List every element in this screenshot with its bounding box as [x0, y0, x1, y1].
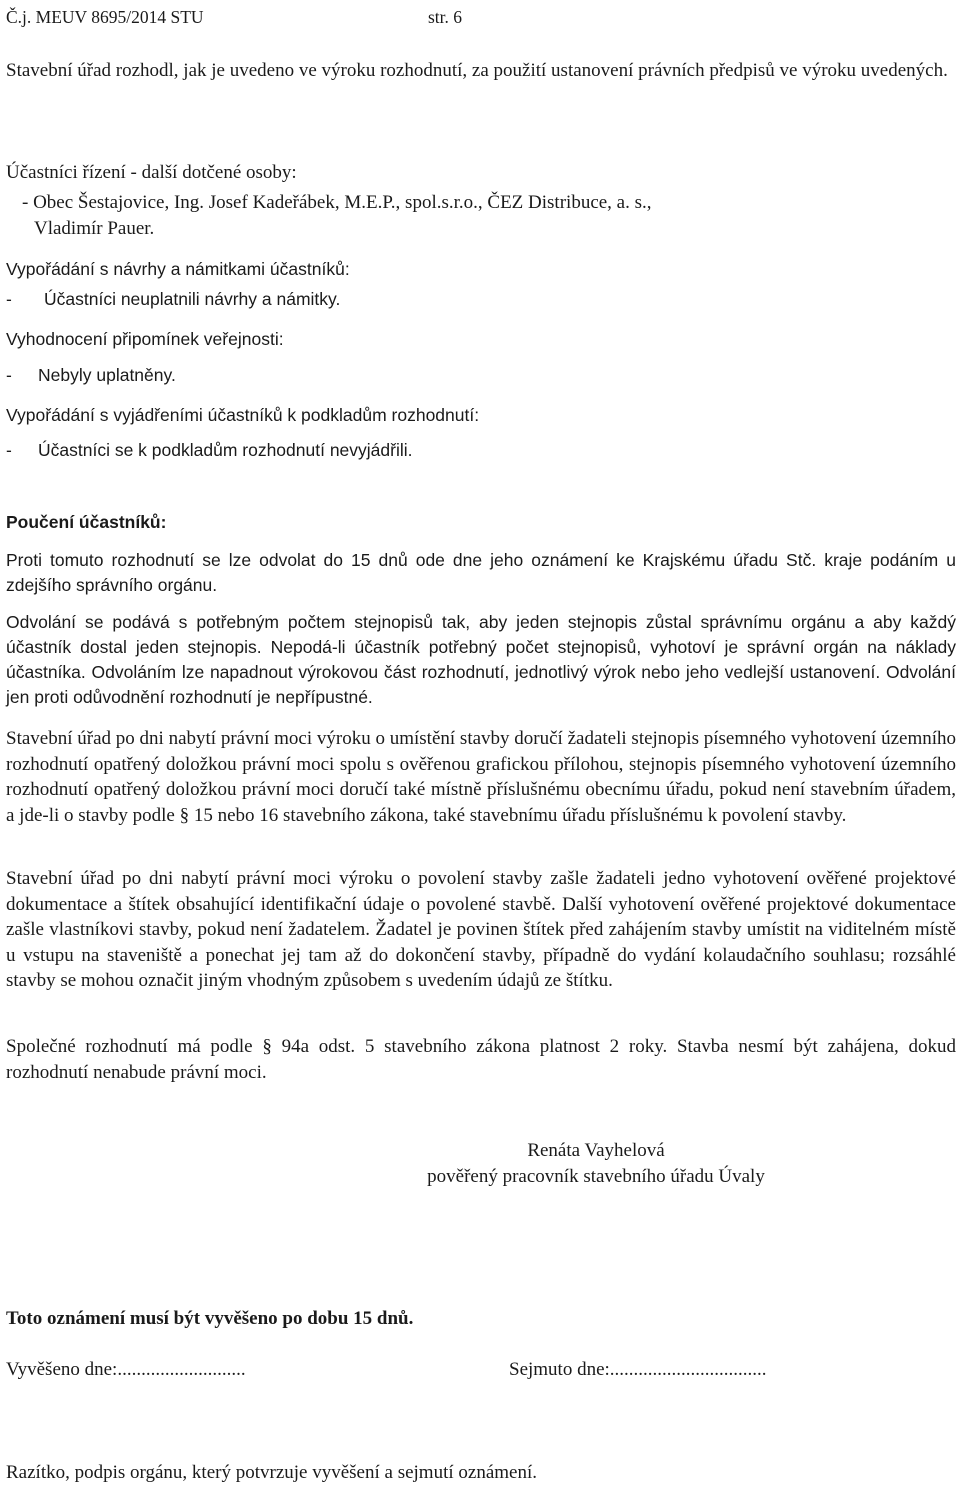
signatory-title: pověřený pracovník stavebního úřadu Úvaly: [427, 1166, 765, 1187]
intro-paragraph: Stavební úřad rozhodl, jak je uvedeno ve výroku rozhodnutí, za použití ustanovení právních předpisů ve výroku uvedených.: [6, 60, 948, 81]
participants-line-1: - Obec Šestajovice, Ing. Josef Kadeřábek, M.E.P., spol.s.r.o., ČEZ Distribuce, a. s.,: [22, 192, 652, 213]
objections-item: [6, 286, 956, 312]
instruction-heading: Poučení účastníků:: [6, 512, 167, 532]
objections-item-text: Účastníci neuplatnili návrhy a námitky.: [44, 289, 341, 309]
stamp-signature-note: Razítko, podpis orgánu, který potvrzuje vyvěšení a sejmutí oznámení.: [6, 1462, 537, 1483]
statements-item: [6, 437, 956, 463]
appeal-copies-paragraph: Odvolání se podává s potřebným počtem stejnopisů tak, aby jeden stejnopis zůstal správnímu orgánu a aby každý účastník dostal jeden stejnopis. Nepodá-li účastník potřebný počet stejnopisů, vyhotoví je správní orgán na náklady účastníka. Odvoláním lze napadnout výrokovou část rozhodnutí, jednotlivý výrok nebo jeho vedlejší ustanovení. Odvolání jen proti odůvodnění rozhodnutí je nepřípustné.: [6, 612, 956, 707]
objections-heading: Vypořádání s návrhy a námitkami účastníků:: [6, 259, 350, 279]
page-number: str. 6: [428, 7, 463, 27]
posted-date-field: Vyvěšeno dne:...........................: [6, 1359, 246, 1380]
zoning-decision-paragraph: Stavební úřad po dni nabytí právní moci výroku o umístění stavby doručí žadateli stejnopis písemného vyhotovení územního rozhodnutí opatřený doložkou právní moci spolu s ověřenou grafickou přílohou, stejnopis písemného vyhotovení územního rozhodnutí opatřený doložkou právní moci doručí také místně příslušnému obecnímu úřadu, pokud není stavebním úřadem, a jde-li o stavby podle § 15 nebo 16 stavebního zákona, také stavebnímu úřadu příslušnému k povolení stavby.: [6, 728, 956, 826]
posting-notice: Toto oznámení musí být vyvěšeno po dobu 15 dnů.: [6, 1308, 414, 1329]
appeal-paragraph: Proti tomuto rozhodnutí se lze odvolat do 15 dnů ode dne jeho oznámení ke Krajskému úřadu Stč. kraje podáním u zdejšího správního orgánu.: [6, 550, 956, 595]
participants-line-2: Vladimír Pauer.: [34, 218, 155, 239]
document-reference: Č.j. MEUV 8695/2014 STU: [6, 7, 204, 27]
public-comments-item: [6, 362, 956, 388]
public-comments-item-text: Nebyly uplatněny.: [38, 365, 176, 385]
signature-block: [396, 1138, 796, 1190]
list-dash: -: [6, 440, 12, 460]
statements-item-text: Účastníci se k podkladům rozhodnutí nevyjádřili.: [38, 440, 413, 460]
statements-heading: Vypořádání s vyjádřeními účastníků k podkladům rozhodnutí:: [6, 405, 480, 425]
list-dash: -: [6, 365, 12, 385]
removed-date-field: Sejmuto dne:.................................: [509, 1359, 767, 1380]
list-dash: -: [6, 289, 12, 309]
participants-heading: Účastníci řízení - další dotčené osoby:: [6, 162, 297, 183]
building-permit-paragraph: Stavební úřad po dni nabytí právní moci výroku o povolení stavby zašle žadateli jedno vyhotovení ověřené projektové dokumentace a štítek obsahující identifikační údaje o povolené stavbě. Další vyhotovení ověřené projektové dokumentace zašle vlastníkovi stavby, pokud není žadatelem. Žadatel je povinen štítek před zahájením stavby umístit na viditelném místě u vstupu na staveniště a ponechat jej tam až do dokončení stavby, případně do vydání kolaudačního souhlasu; rozsáhlé stavby se mohou označit jiným vhodným způsobem s uvedením údajů ze štítku.: [6, 868, 956, 991]
validity-paragraph: Společné rozhodnutí má podle § 94a odst. 5 stavebního zákona platnost 2 roky. Stavba nesmí být zahájena, dokud rozhodnutí nenabude právní moci.: [6, 1036, 956, 1083]
signatory-name: Renáta Vayhelová: [527, 1140, 665, 1161]
public-comments-heading: Vyhodnocení připomínek veřejnosti:: [6, 329, 284, 349]
